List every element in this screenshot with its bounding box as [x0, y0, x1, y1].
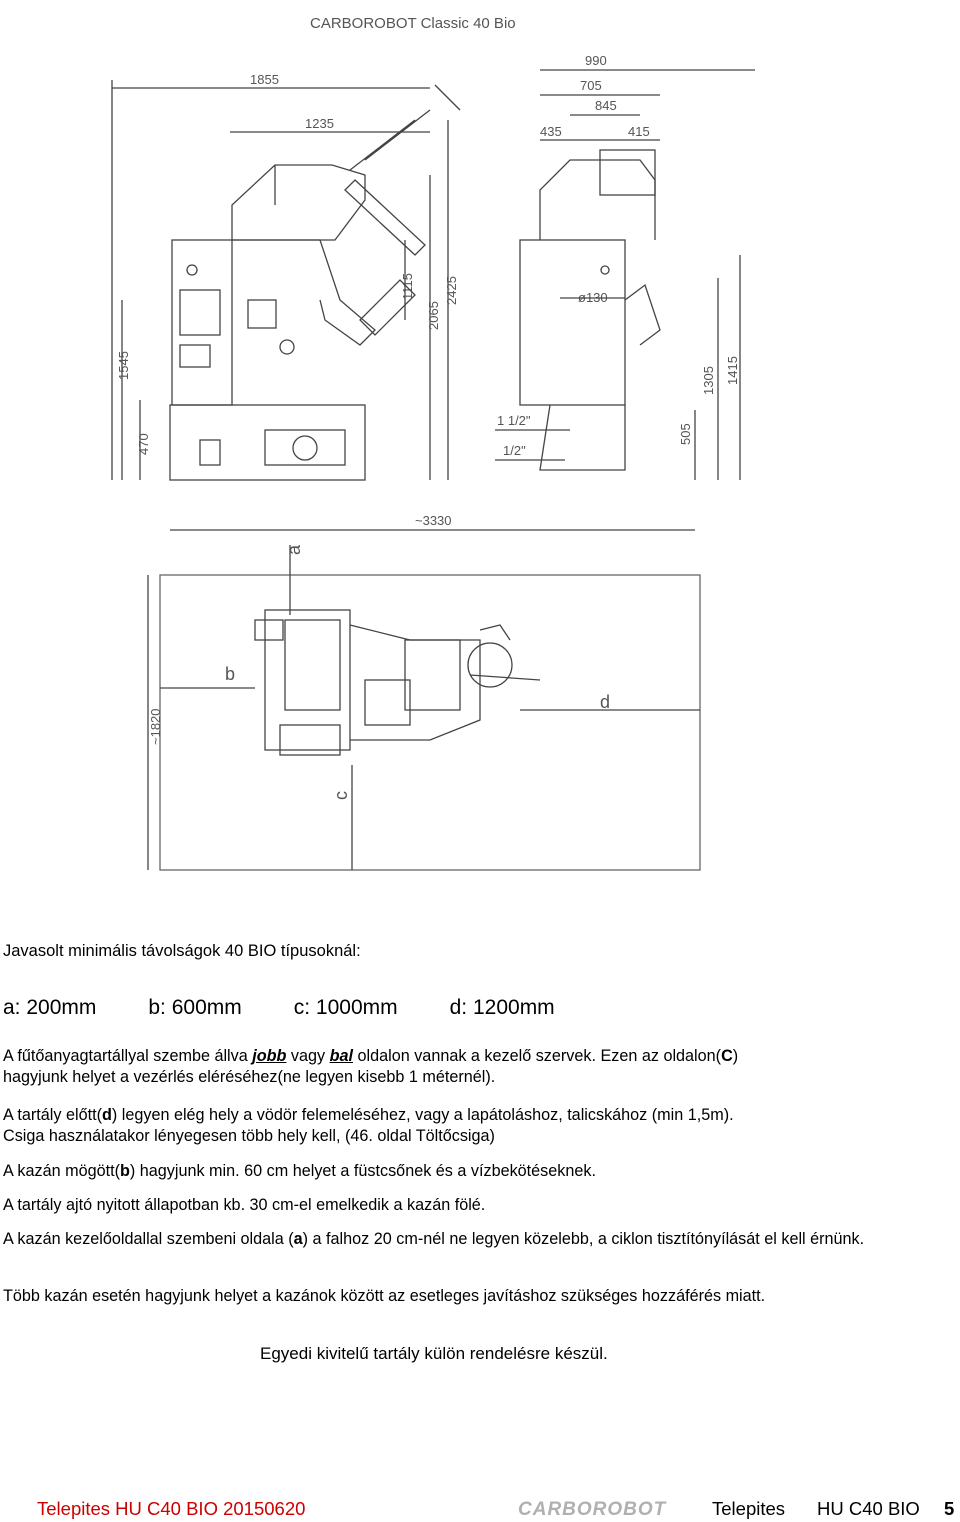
technical-drawing [100, 0, 760, 885]
footer-section: Telepites [712, 1498, 786, 1519]
paragraph-rear-space [3, 1161, 923, 1182]
p1-text-b: vagy [286, 1047, 330, 1065]
paragraph-front-space [3, 1105, 923, 1147]
dim-1305: 1305 [701, 366, 716, 395]
p5-text-c: ) a falhoz 20 cm-nél ne legyen közelebb, a ciklon tisztítónyílását el kell érnünk. [302, 1230, 865, 1248]
dim-470: 470 [136, 433, 151, 455]
p3-text-a: A kazán mögött( [3, 1162, 120, 1180]
p3-text-c: ) hagyjunk min. 60 cm helyet a füstcsőnek és a vízbekötéseknek. [129, 1162, 596, 1180]
dim-1-1-2: 1 1/2" [497, 413, 531, 428]
dim-1820: ~1820 [148, 708, 163, 745]
p1-text-a: A fűtőanyagtartállyal szembe állva [3, 1047, 253, 1065]
dim-1115: 1115 [400, 273, 415, 300]
dim-505: 505 [678, 423, 693, 445]
p5-text-a: A kazán kezelőoldallal szembeni oldala ( [3, 1230, 294, 1248]
footer-model: HU C40 BIO [817, 1498, 920, 1519]
distance-c: c: 1000mm [293, 996, 398, 1019]
front-view [495, 53, 755, 480]
p2-line2: Csiga használatakor lényegesen több hely kell, (46. oldal Töltőcsiga) [3, 1127, 495, 1146]
paragraph-controls-side [3, 1046, 923, 1088]
paragraph-tank-door: A tartály ajtó nyitott állapotban kb. 30 cm-el emelkedik a kazán fölé. [3, 1196, 486, 1214]
dim-435: 435 [540, 124, 562, 139]
distance-d: d: 1200mm [449, 996, 555, 1019]
plan-letter-d: d [600, 692, 611, 712]
paragraph-multiple-boilers: Több kazán esetén hagyjunk helyet a kazánok között az esetleges javításhoz szükséges hozzáférés miatt. [3, 1287, 766, 1305]
logo-text: CARBOROBOT [518, 1499, 667, 1519]
dim-3330: ~3330 [415, 513, 452, 528]
p1-letter-c: C [721, 1047, 733, 1065]
footer-document-id: Telepites HU C40 BIO 20150620 [37, 1498, 306, 1519]
dim-415: 415 [628, 124, 650, 139]
custom-tank-note: Egyedi kivitelű tartály külön rendelésre készül. [260, 1344, 608, 1363]
dim-o130: ø130 [578, 290, 608, 305]
plan-letter-b: b [225, 664, 236, 684]
plan-letter-c: c [331, 791, 351, 800]
dim-705: 705 [580, 78, 602, 93]
p1-text-c: oldalon vannak a kezelő szervek. Ezen az oldalon( [353, 1047, 722, 1065]
plan-view [148, 513, 700, 870]
distance-a: a: 200mm [3, 996, 97, 1019]
p2-text-b: ) legyen elég hely a vödör felemeléséhez, vagy a lapátoláshoz, talicskához (min 1,5m). [111, 1106, 734, 1124]
dim-1545: 1545 [116, 351, 131, 380]
p3-letter-b: b [119, 1162, 130, 1180]
p1-line2: hagyjunk helyet a vezérlés eléréséhez(ne legyen kisebb 1 méternél). [3, 1068, 496, 1087]
dim-2425: 2425 [444, 276, 459, 305]
drawing-title: CARBOROBOT Classic 40 Bio [310, 15, 516, 32]
paragraph-opposite-side [3, 1229, 923, 1250]
p1-bal: bal [329, 1047, 354, 1065]
dim-990: 990 [585, 53, 607, 68]
dim-845: 845 [595, 98, 617, 113]
page-number: 5 [944, 1498, 955, 1519]
p1-jobb: jobb [252, 1047, 287, 1065]
distances-heading: Javasolt minimális távolságok 40 BIO típusoknál: [3, 942, 361, 960]
dim-1855: 1855 [250, 72, 279, 87]
carborobot-logo [518, 1497, 670, 1519]
p1-text-d: ) [732, 1047, 739, 1065]
distance-b: b: 600mm [148, 996, 242, 1019]
p2-letter-d: d [101, 1106, 112, 1124]
page-footer [0, 1496, 960, 1522]
dim-1-2: 1/2" [503, 443, 526, 458]
dim-1235: 1235 [305, 116, 334, 131]
distance-list [3, 996, 607, 1020]
side-view [112, 72, 460, 480]
dim-2065: 2065 [426, 301, 441, 330]
plan-letter-a: a [284, 544, 304, 555]
dim-1415: 1415 [725, 356, 740, 385]
p5-letter-a: a [293, 1230, 303, 1248]
p2-text-a: A tartály előtt( [3, 1106, 102, 1124]
